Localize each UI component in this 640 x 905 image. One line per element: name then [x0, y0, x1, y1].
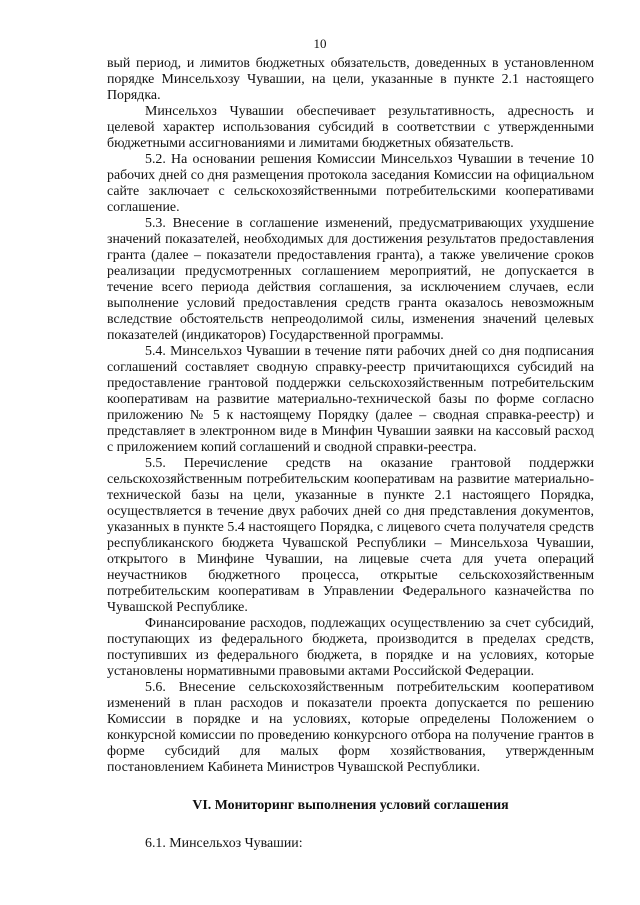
- section-heading: VI. Мониторинг выполнения условий соглашения: [192, 798, 509, 813]
- paragraph-6-1: 6.1. Минсельхоз Чувашии:: [145, 836, 303, 851]
- paragraph-5-3: 5.3. Внесение в соглашение изменений, предусматривающих ухудшение значений показателей, необходимых для достижения результатов предоставления гранта (далее – показатели предоставления гранта), а также увеличение сроков реализации предусмотренных соглашением мероприятий, не допускается в течение всего периода действия соглашения, за исключением случаев, если выполнение условий предоставления средств гранта оказалось невозможным вследствие обстоятельств непреодолимой силы, изменения значений целевых показателей (индикаторов) Государственной программы.: [107, 216, 594, 343]
- page-number: 10: [313, 36, 327, 51]
- paragraph-5-6: 5.6. Внесение сельскохозяйственным потребительским кооперативом изменений в план расходов и показатели проекта допускается по решению Комиссии в порядке и на условиях, которые определены Положением о конкурсной комиссии по проведению конкурсного отбора на получение грантов в форме субсидий для малых форм хозяйствования, утвержденным постановлением Кабинета Министров Чувашской Республики.: [107, 680, 594, 775]
- document-body: [107, 56, 594, 852]
- paragraph-5-4: 5.4. Минсельхоз Чувашии в течение пяти рабочих дней со дня подписания соглашений составляет сводную справку-реестр причитающихся субсидий на предоставление грантовой поддержки сельскохозяйственным потребительским кооперативам на развитие материально-технической базы по форме согласно приложению № 5 к настоящему Порядку (далее – сводная справка-реестр) и представляет в электронном виде в Минфин Чувашии заявки на кассовый расход с приложением копий соглашений и сводной справки-реестра.: [107, 344, 594, 455]
- paragraph-5-2: 5.2. На основании решения Комиссии Минсельхоз Чувашии в течение 10 рабочих дней со дня размещения протокола заседания Комиссии на официальном сайте заключает с сельскохозяйственными потребительскими кооперативами соглашение.: [107, 152, 594, 215]
- paragraph-financing: Финансирование расходов, подлежащих осуществлению за счет субсидий, поступающих из федерального бюджета, производится в пределах средств, поступивших из федерального бюджета, в порядке и на условиях, которые установлены нормативными правовыми актами Российской Федерации.: [107, 616, 594, 679]
- paragraph-effectiveness: Минсельхоз Чувашии обеспечивает результативность, адресность и целевой характер использования субсидий в соответствии с утвержденными бюджетными ассигнованиями и лимитами бюджетных обязательств.: [107, 104, 594, 151]
- paragraph-5-5: 5.5. Перечисление средств на оказание грантовой поддержки сельскохозяйственным потребительским кооперативам на развитие материально-технической базы на цели, указанные в пункте 2.1 настоящего Порядка, осуществляется в течение двух рабочих дней со дня представления документов, указанных в пункте 5.4 настоящего Порядка, с лицевого счета получателя средств республиканского бюджета Чувашской Республики – Минсельхоза Чувашии, открытого в Минфине Чувашии, на лицевые счета для учета операций неучастников бюджетного процесса, открытые сельскохозяйственным потребительским кооперативам в Управлении Федерального казначейства по Чувашской Республике.: [107, 456, 594, 615]
- paragraph-continuation: вый период, и лимитов бюджетных обязательств, доведенных в установленном порядке Минсельхозу Чувашии, на цели, указанные в пункте 2.1 настоящего Порядка.: [107, 56, 594, 103]
